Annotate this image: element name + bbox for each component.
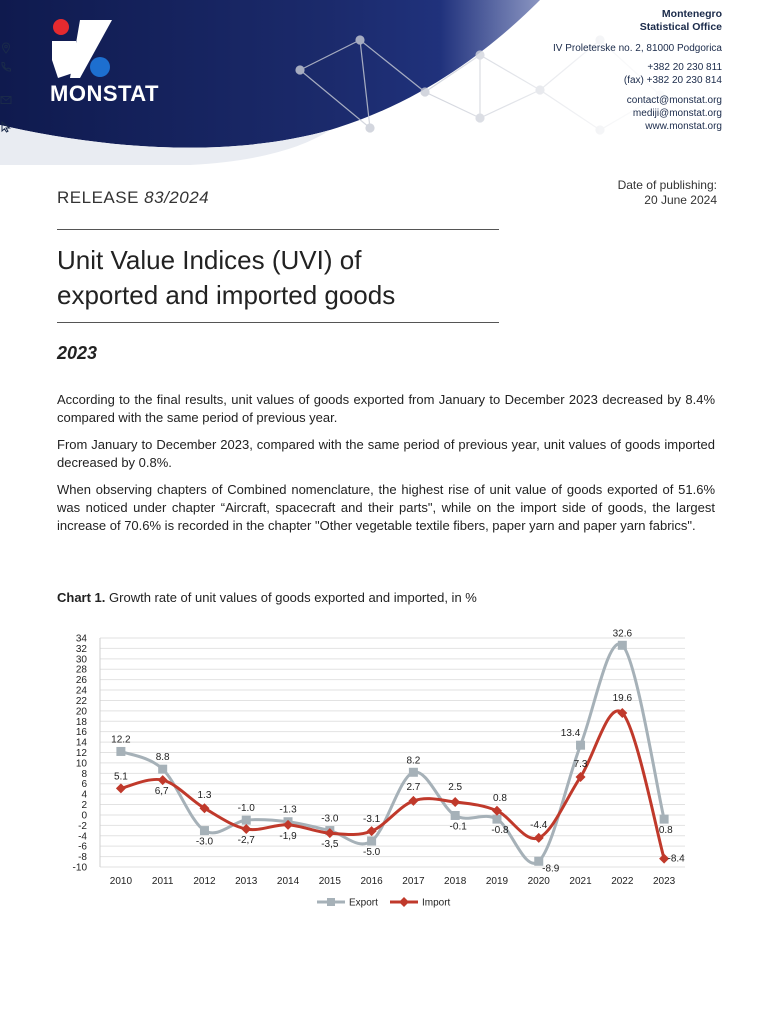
x-tick-label: 2015: [318, 876, 341, 887]
data-label: 5.1: [113, 771, 128, 783]
data-label: -8.9: [542, 863, 560, 875]
org-name-line1: Montenegro: [661, 8, 722, 20]
legend-marker: [327, 898, 335, 906]
data-label: 2.7: [406, 781, 421, 793]
export-point-marker: [451, 811, 460, 820]
y-tick-label: 0: [81, 810, 87, 822]
data-label: -1.3: [279, 804, 297, 816]
data-label: 1.3: [197, 790, 212, 802]
y-tick-label: 6: [81, 779, 87, 791]
location-icon: [0, 42, 12, 54]
website-link[interactable]: www.monstat.org: [645, 121, 722, 132]
email-block: [627, 94, 722, 133]
paragraph-export: According to the final results, unit values of goods exported from January to December 2023 decreased by 8.4% compared with the same period of previous year.: [57, 392, 715, 425]
export-point-marker: [116, 747, 125, 756]
title-line1: Unit Value Indices (UVI) of: [57, 245, 362, 275]
y-tick-label: 22: [75, 695, 87, 707]
org-name: [640, 8, 722, 34]
divider-bottom: [57, 322, 499, 323]
publishing-date: 20 June 2024: [644, 193, 717, 207]
y-tick-label: 10: [75, 758, 87, 770]
x-tick-label: 2017: [402, 876, 425, 887]
monstat-logo-text: MONSTAT: [50, 81, 159, 106]
reference-year: 2023: [57, 343, 98, 363]
y-tick-label: 24: [75, 685, 87, 697]
data-label: -1.0: [237, 803, 255, 815]
y-tick-label: 14: [75, 737, 87, 749]
paragraph-chapters: When observing chapters of Combined nomenclature, the highest rise of unit value of goods exported of 51.6% was noticed under chapter “Aircraft, spacecraft and their parts", while on the import side of goods, the largest increase of 70.6% is recorded in the chapter "Other vegetable textile fibers, paper yarn and paper yarn fabrics".: [57, 482, 715, 533]
x-tick-label: 2014: [276, 876, 300, 887]
x-tick-label: 2012: [193, 876, 216, 887]
data-label: 19.6: [612, 692, 633, 704]
cursor-icon: [0, 121, 12, 133]
x-tick-label: 2021: [569, 876, 592, 887]
export-point-marker: [200, 826, 209, 835]
y-tick-label: 26: [75, 675, 87, 687]
data-label: 13.4: [560, 728, 581, 740]
y-tick-label: 16: [75, 727, 87, 739]
y-tick-label: 30: [75, 654, 87, 666]
phone-block: [624, 61, 722, 87]
y-tick-label: 20: [75, 706, 87, 718]
divider-top: [57, 229, 499, 230]
data-label: -0.8: [491, 825, 509, 837]
org-name-line2: Statistical Office: [639, 21, 722, 33]
release-label: RELEASE: [57, 188, 139, 207]
data-label: -5.0: [362, 846, 381, 858]
email-contact[interactable]: contact@monstat.org: [626, 95, 722, 106]
export-point-marker: [367, 836, 376, 845]
x-tick-label: 2019: [485, 876, 509, 887]
data-label: 8.8: [155, 752, 170, 764]
export-point-marker: [576, 741, 585, 750]
y-tick-label: 12: [75, 748, 87, 759]
x-tick-label: 2022: [611, 876, 634, 887]
x-tick-label: 2016: [360, 876, 383, 887]
x-tick-label: 2020: [527, 876, 550, 887]
y-tick-label: 34: [75, 633, 87, 645]
legend-label: Import: [422, 897, 451, 909]
address: IV Proleterske no. 2, 81000 Podgorica: [553, 43, 722, 54]
header-banner: [0, 0, 770, 165]
paragraph-import: From January to December 2023, compared with the same period of previous year, unit values of goods imported decreased by 0.8%.: [57, 437, 715, 470]
chart-caption: [57, 590, 477, 605]
data-label: -1,9: [279, 830, 297, 842]
data-label: -3.1: [362, 814, 381, 826]
title-line2: exported and imported goods: [57, 280, 396, 310]
y-tick-label: 8: [81, 768, 87, 780]
data-label: -8.4: [667, 853, 685, 865]
x-tick-label: 2010: [109, 876, 133, 887]
y-tick-label: 2: [81, 800, 87, 812]
import-point-marker: [116, 783, 126, 793]
export-point-marker: [242, 816, 251, 825]
data-label: 6,7: [154, 786, 169, 798]
growth-rate-chart: [55, 615, 705, 915]
publishing-label: Date of publishing:: [617, 178, 717, 192]
y-tick-label: -10: [72, 862, 87, 874]
export-point-marker: [492, 815, 501, 824]
data-label: -3.0: [321, 813, 339, 825]
y-tick-label: -8: [78, 852, 87, 864]
data-label: -0.8: [655, 825, 673, 837]
chart-caption-label: Chart 1.: [57, 590, 106, 605]
export-point-marker: [618, 641, 627, 650]
data-label: 8.2: [406, 755, 421, 767]
release-id: 83/2024: [144, 188, 210, 207]
fax-number: (fax) +382 20 230 814: [623, 75, 722, 86]
export-point-marker: [660, 815, 669, 824]
x-tick-label: 2013: [235, 876, 258, 887]
phone-number: +382 20 230 811: [647, 62, 722, 73]
y-tick-label: -2: [78, 820, 87, 832]
data-label: -4.4: [530, 819, 548, 831]
y-tick-label: -4: [78, 831, 87, 843]
y-tick-label: 28: [75, 664, 87, 676]
data-label: -3.0: [195, 836, 214, 848]
y-tick-label: -6: [78, 841, 87, 853]
release-number: [57, 188, 209, 208]
data-label: 2.5: [448, 781, 463, 793]
publishing-date-block: [618, 178, 717, 208]
x-tick-label: 2011: [151, 876, 174, 887]
data-label: -2,7: [237, 835, 255, 847]
x-tick-label: 2018: [444, 876, 467, 887]
legend-label: Export: [349, 897, 378, 909]
y-tick-label: 4: [81, 789, 87, 801]
export-point-marker: [409, 768, 418, 777]
phone-icon: [0, 61, 12, 73]
y-tick-label: 32: [75, 643, 87, 655]
data-label: 7.3: [573, 758, 588, 770]
legend-marker: [399, 897, 409, 907]
data-label: 0.8: [493, 792, 507, 804]
x-tick-label: 2023: [652, 876, 676, 887]
email-media[interactable]: mediji@monstat.org: [632, 108, 722, 119]
data-label: -0.1: [449, 821, 467, 833]
data-label: 12.2: [111, 734, 131, 746]
data-label: -3,5: [321, 839, 339, 851]
import-point-marker: [450, 797, 460, 807]
y-tick-label: 18: [75, 716, 87, 728]
chart-caption-text: Growth rate of unit values of goods exported and imported, in %: [105, 590, 477, 605]
mail-icon: [0, 94, 12, 106]
data-label: 32.6: [612, 628, 633, 640]
import-point-marker: [367, 826, 377, 836]
export-point-marker: [158, 765, 167, 774]
page-title: [57, 243, 657, 313]
